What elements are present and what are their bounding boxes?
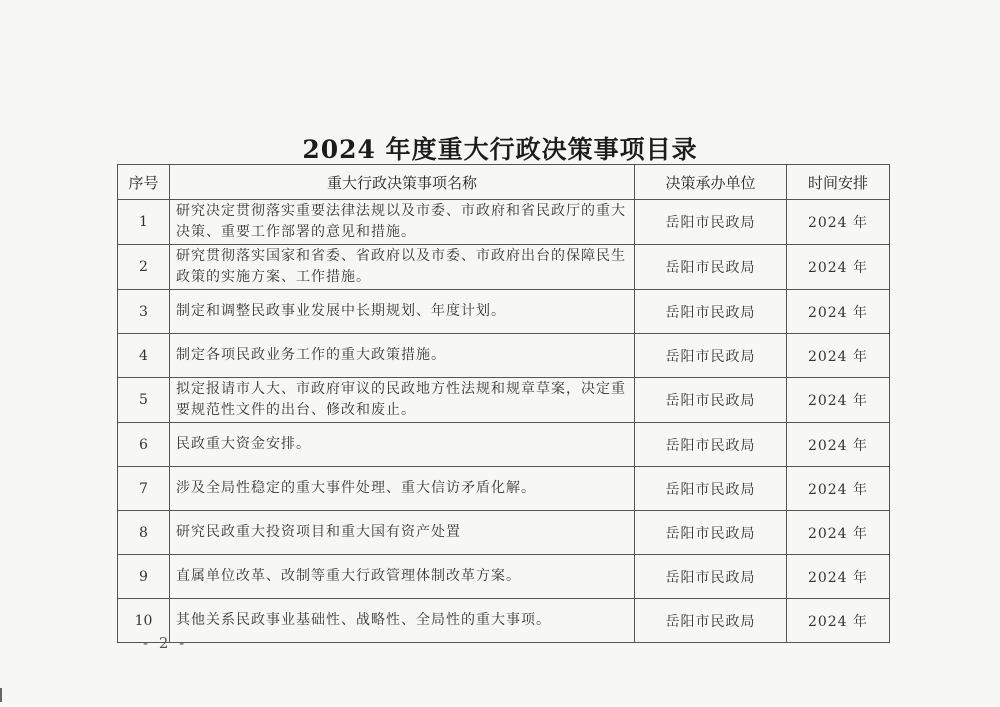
row-no: 4 [118, 334, 170, 378]
row-no: 5 [118, 378, 170, 423]
row-no: 3 [118, 290, 170, 334]
table-header-row [118, 165, 890, 200]
header-unit: 决策承办单位 [635, 165, 787, 200]
row-time: 2024 年 [787, 200, 890, 245]
row-unit: 岳阳市民政局 [635, 200, 787, 245]
row-unit: 岳阳市民政局 [635, 334, 787, 378]
page-number: - 2 - [143, 634, 188, 652]
table-row [118, 334, 890, 378]
row-time: 2024 年 [787, 290, 890, 334]
table-row [118, 200, 890, 245]
row-unit: 岳阳市民政局 [635, 245, 787, 290]
row-time: 2024 年 [787, 378, 890, 423]
page-title: 2024 年度重大行政决策事项目录 [302, 135, 698, 164]
row-unit: 岳阳市民政局 [635, 423, 787, 467]
decision-catalog-table [117, 164, 890, 643]
row-time: 2024 年 [787, 511, 890, 555]
row-item: 制定和调整民政事业发展中长期规划、年度计划。 [170, 290, 635, 334]
row-item: 制定各项民政业务工作的重大政策措施。 [170, 334, 635, 378]
row-time: 2024 年 [787, 599, 890, 643]
row-item: 研究贯彻落实国家和省委、省政府以及市委、市政府出台的保障民生政策的实施方案、工作措施。 [170, 245, 635, 290]
row-no: 2 [118, 245, 170, 290]
row-time: 2024 年 [787, 555, 890, 599]
row-item: 直属单位改革、改制等重大行政管理体制改革方案。 [170, 555, 635, 599]
row-unit: 岳阳市民政局 [635, 290, 787, 334]
table-row [118, 378, 890, 423]
row-no: 7 [118, 467, 170, 511]
row-item: 研究决定贯彻落实重要法律法规以及市委、市政府和省民政厅的重大决策、重要工作部署的意见和措施。 [170, 200, 635, 245]
row-no: 6 [118, 423, 170, 467]
row-unit: 岳阳市民政局 [635, 555, 787, 599]
table-row [118, 467, 890, 511]
table-row [118, 245, 890, 290]
row-no: 1 [118, 200, 170, 245]
row-item: 其他关系民政事业基础性、战略性、全局性的重大事项。 [170, 599, 635, 643]
table-row [118, 555, 890, 599]
row-item: 拟定报请市人大、市政府审议的民政地方性法规和规章草案，决定重要规范性文件的出台、修改和废止。 [170, 378, 635, 423]
row-unit: 岳阳市民政局 [635, 467, 787, 511]
row-time: 2024 年 [787, 467, 890, 511]
row-no: 10 [118, 599, 170, 643]
row-unit: 岳阳市民政局 [635, 378, 787, 423]
header-time: 时间安排 [787, 165, 890, 200]
row-time: 2024 年 [787, 245, 890, 290]
row-no: 8 [118, 511, 170, 555]
row-no: 9 [118, 555, 170, 599]
header-no: 序号 [118, 165, 170, 200]
table-row [118, 599, 890, 643]
row-item: 民政重大资金安排。 [170, 423, 635, 467]
table-row [118, 511, 890, 555]
table-row [118, 423, 890, 467]
row-unit: 岳阳市民政局 [635, 599, 787, 643]
table-row [118, 290, 890, 334]
row-time: 2024 年 [787, 423, 890, 467]
row-unit: 岳阳市民政局 [635, 511, 787, 555]
row-item: 研究民政重大投资项目和重大国有资产处置 [170, 511, 635, 555]
scan-edge-mark [0, 688, 2, 702]
row-item: 涉及全局性稳定的重大事件处理、重大信访矛盾化解。 [170, 467, 635, 511]
row-time: 2024 年 [787, 334, 890, 378]
header-item: 重大行政决策事项名称 [170, 165, 635, 200]
